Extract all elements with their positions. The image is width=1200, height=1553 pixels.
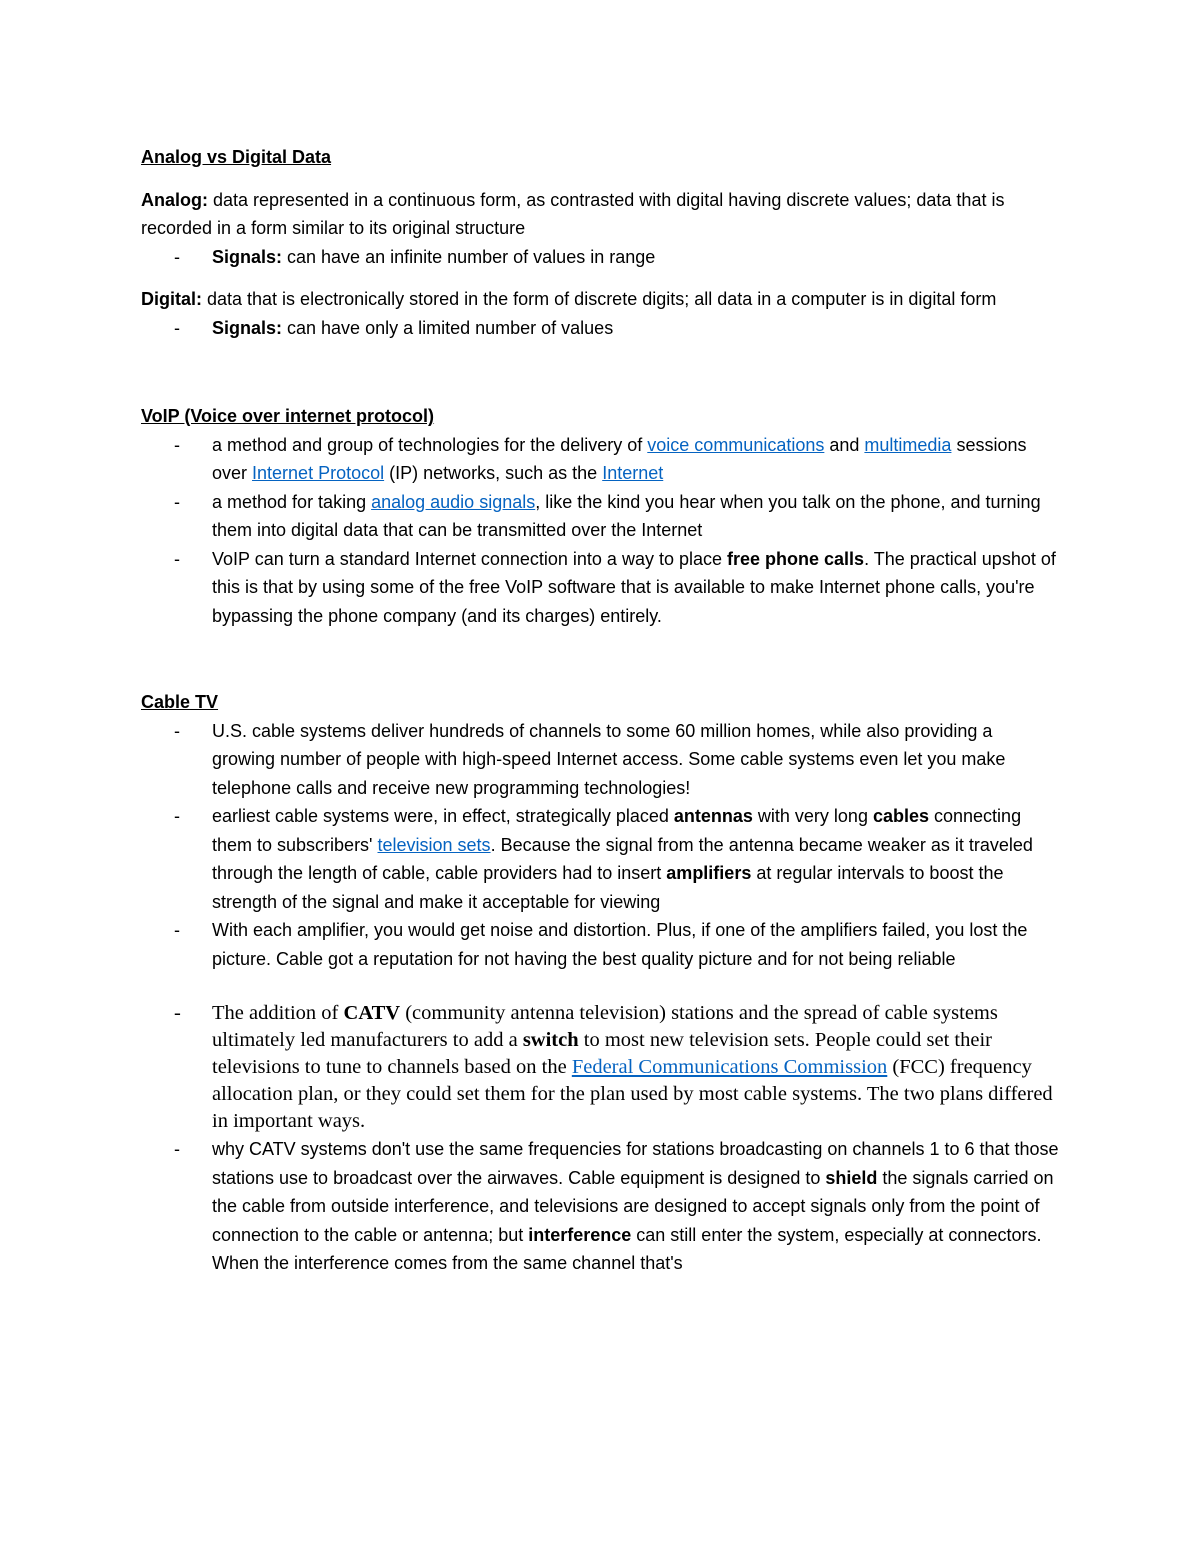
link-television-sets[interactable]: television sets: [377, 834, 491, 855]
voip-bullets: [141, 431, 1060, 631]
analog-bullets: [141, 243, 1060, 272]
cable-2-text-b: with very long: [752, 806, 873, 826]
cable-item-4: [141, 1000, 1060, 1135]
voip-1-text-c: sessions over: [212, 434, 1027, 483]
analog-signals-label: Signals:: [212, 246, 283, 267]
digital-definition: [141, 285, 1060, 314]
cable-4-text-c: to most new television sets. People could set their televisions to tune to channels based on the: [212, 1029, 992, 1078]
cable-5-bold-shield: shield: [825, 1167, 878, 1188]
cable-5-text-b: the signals carried on the cable from outside interference, and televisions are designed to accept signals only from the point of connection to the cable or antenna; but: [212, 1167, 1054, 1245]
voip-item-3: [141, 545, 1060, 631]
cable-item-1: - U.S. cable systems deliver hundreds of channels to some 60 million homes, while also providing a growing number of people with high-speed Internet access. Some cable systems even let you make telephone calls and receive new programming technologies!: [141, 717, 1060, 803]
link-federal-communications-commission[interactable]: Federal Communications Commission: [571, 1056, 888, 1078]
heading-analog-vs-digital: Analog vs Digital Data: [141, 147, 332, 167]
heading-cable-tv: Cable TV: [141, 692, 219, 712]
cable-item-5: [141, 1135, 1060, 1278]
cable-2-bold-antennas: antennas: [673, 806, 753, 826]
cable-5-text-a: why CATV systems don't use the same frequencies for stations broadcasting on channels 1 to 6 that those stations use to broadcast over the airwaves. Cable equipment is designed to: [212, 1139, 1059, 1188]
voip-1-text-d: (IP) networks, such as the: [384, 463, 603, 483]
voip-1-text-b: and: [824, 434, 865, 455]
cable-4-text-a: The addition of: [212, 1002, 344, 1024]
digital-signals-label: Signals:: [212, 317, 283, 338]
cable-5-text-c: can still enter the system, especially at connectors. When the interference comes from the same channel that's: [212, 1224, 1042, 1273]
voip-3-text-b: . The practical upshot of this is that by using some of the free VoIP software that is available to make Internet phone calls, you're bypassing the phone company (and its charges) entirely.: [212, 548, 1056, 626]
cable-item-3: - With each amplifier, you would get noise and distortion. Plus, if one of the amplifiers failed, you lost the picture. Cable got a reputation for not having the best quality picture and for not being reliable: [141, 916, 1060, 973]
link-internet-protocol[interactable]: Internet Protocol: [252, 463, 385, 483]
cable-2-bold-amplifiers: amplifiers: [666, 863, 752, 883]
voip-3-text-a: VoIP can turn a standard Internet connection into a way to place: [212, 548, 728, 569]
digital-text: data that is electronically stored in the form of discrete digits; all data in a computer is in digital form: [202, 289, 997, 309]
analog-text: data represented in a continuous form, as contrasted with digital having discrete values; data that is recorded in a form similar to its original structure: [141, 189, 1005, 238]
analog-signals-item: [141, 243, 1060, 272]
voip-2-text-a: a method for taking: [212, 491, 372, 512]
link-internet[interactable]: Internet: [602, 463, 664, 483]
cable-4-bold-switch: switch: [522, 1029, 579, 1051]
analog-signals-text: can have an infinite number of values in range: [282, 246, 656, 267]
cable-2-bold-cables: cables: [872, 806, 930, 826]
voip-3-bold-free-phone-calls: free phone calls: [727, 548, 865, 569]
cable-4-text-b: (community antenna television) stations and the spread of cable systems ultimately led manufacturers to add a: [212, 1002, 998, 1051]
cable-item-2: [141, 802, 1060, 916]
cable-5-bold-interference: interference: [528, 1224, 632, 1245]
cable-2-text-a: earliest cable systems were, in effect, strategically placed: [212, 806, 674, 826]
cable-bullets: [141, 717, 1060, 1278]
voip-2-text-b: , like the kind you hear when you talk on the phone, and turning them into digital data that can be transmitted over the Internet: [212, 491, 1041, 540]
cable-4-bold-catv: CATV: [343, 1002, 401, 1024]
digital-signals-text: can have only a limited number of values: [282, 317, 614, 338]
digital-label: Digital:: [141, 289, 202, 309]
link-multimedia[interactable]: multimedia: [864, 434, 952, 455]
cable-2-text-c: connecting them to subscribers': [212, 806, 1022, 855]
voip-item-1: [141, 431, 1060, 488]
cable-4-text-d: (FCC) frequency allocation plan, or they could set them for the plan used by most cable systems. The two plans differed in important ways.: [212, 1056, 1053, 1132]
analog-label: Analog:: [141, 189, 208, 210]
digital-bullets: [141, 314, 1060, 343]
analog-definition: [141, 186, 1060, 243]
cable-2-text-d: . Because the signal from the antenna became weaker as it traveled through the length of cable, cable providers had to insert: [212, 834, 1033, 883]
cable-2-text-e: at regular intervals to boost the strength of the signal and make it acceptable for viewing: [212, 863, 1004, 912]
voip-1-text-a: a method and group of technologies for the delivery of: [212, 434, 648, 455]
heading-voip: VoIP (Voice over internet protocol): [141, 406, 435, 426]
link-voice-communications[interactable]: voice communications: [647, 434, 825, 455]
voip-item-2: [141, 488, 1060, 545]
digital-signals-item: [141, 314, 1060, 343]
link-analog-audio-signals[interactable]: analog audio signals: [371, 491, 536, 512]
